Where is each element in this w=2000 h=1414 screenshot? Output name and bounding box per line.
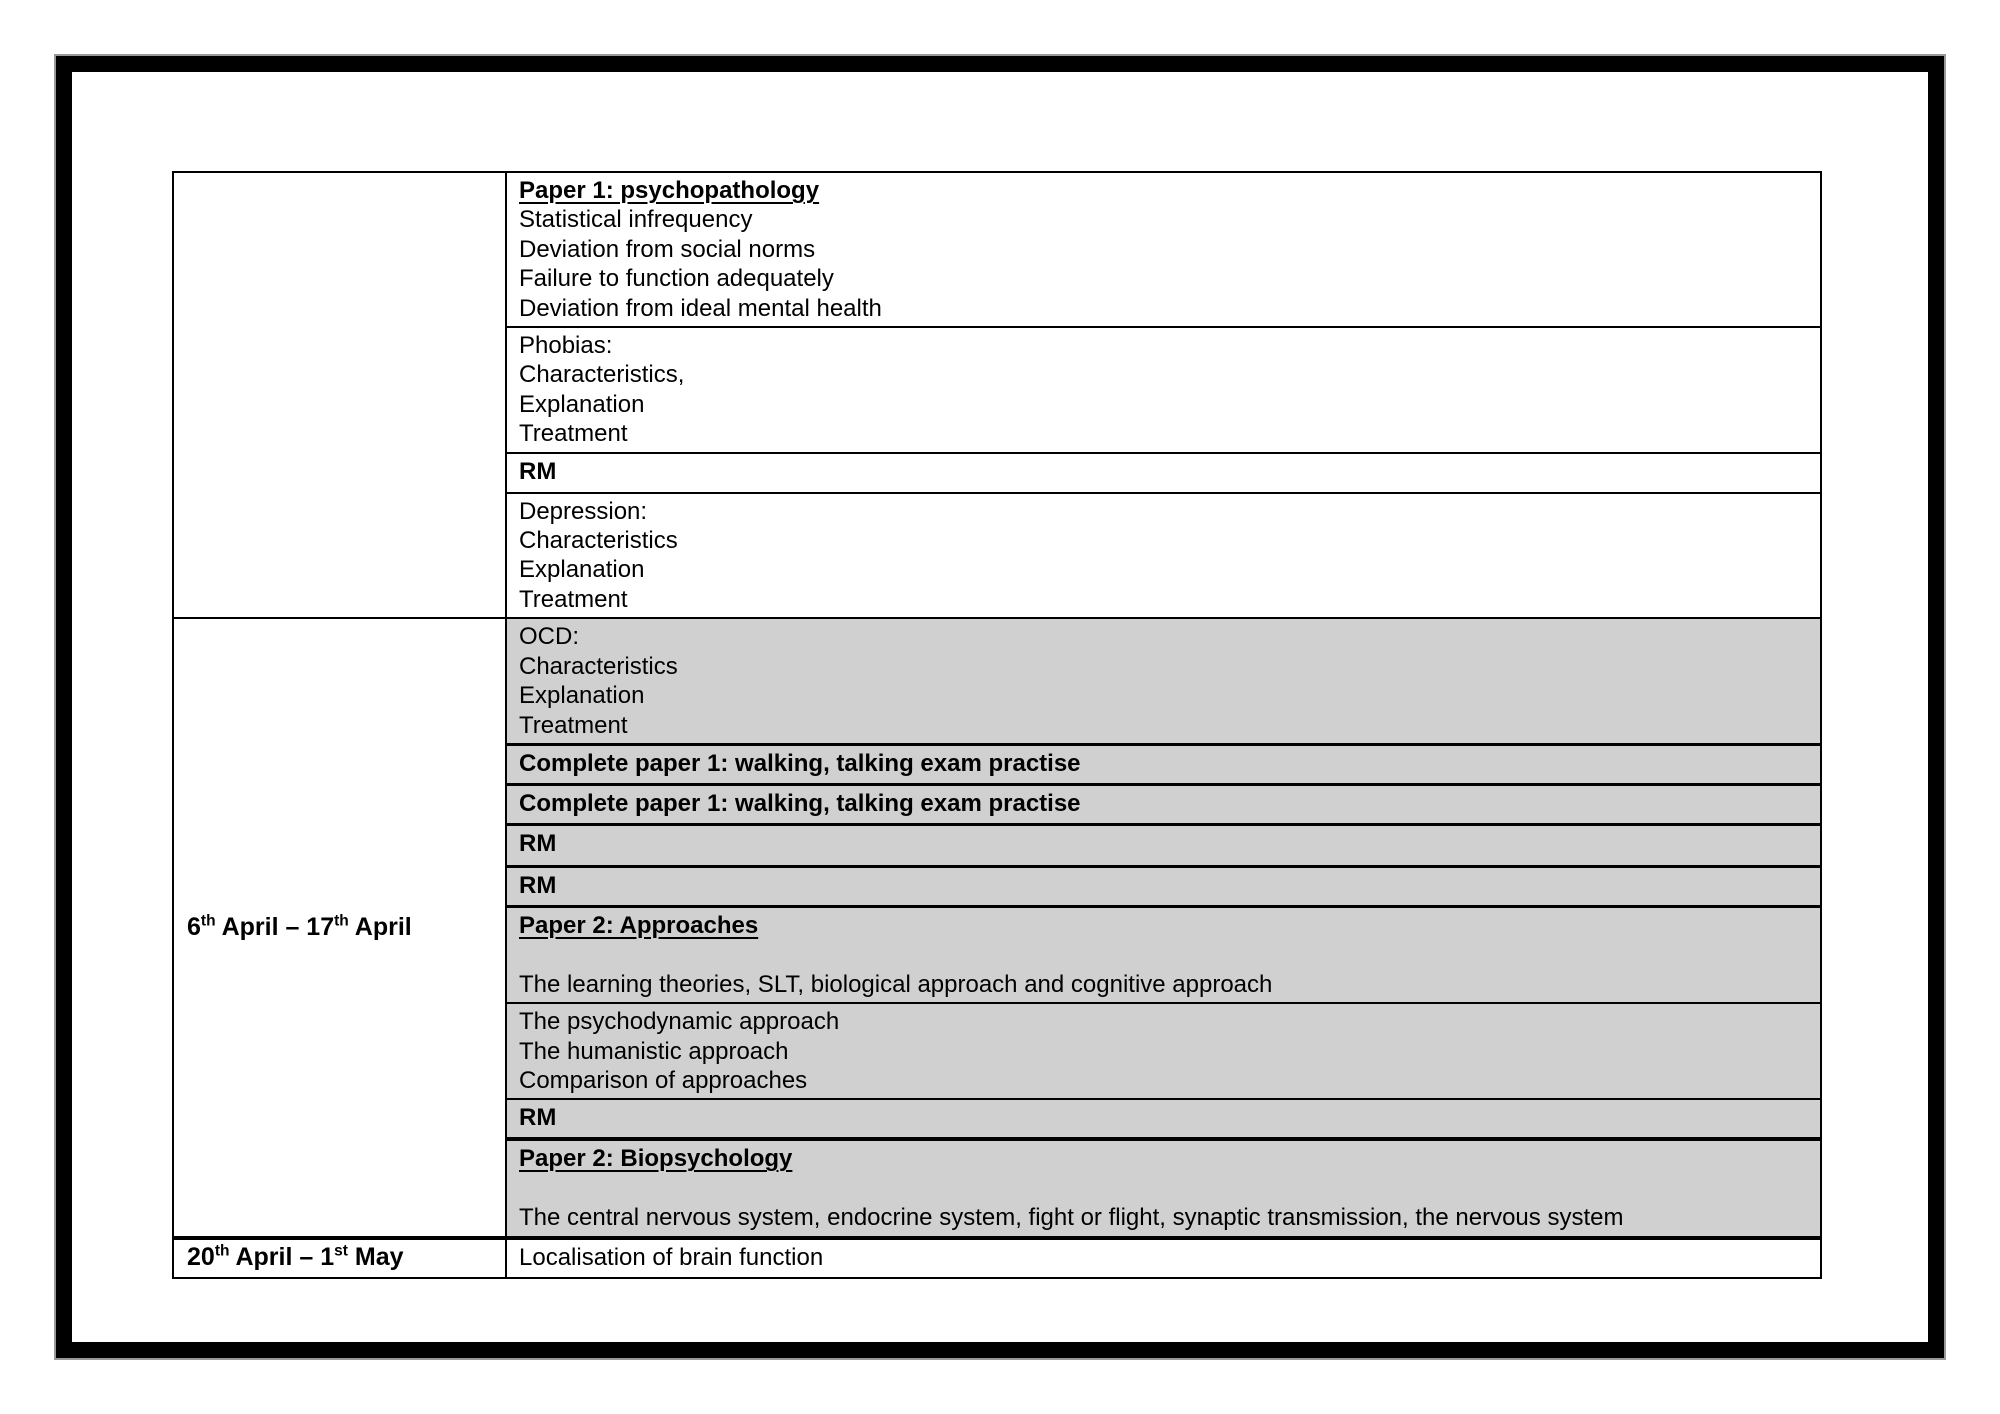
cell-rm-3 bbox=[506, 866, 1821, 906]
cell-line: Deviation from social norms bbox=[519, 235, 816, 263]
cell-paper2-biopsychology bbox=[506, 1139, 1821, 1237]
cell-line: The psychodynamic approach bbox=[519, 1008, 840, 1036]
cell-localisation bbox=[506, 1238, 1821, 1278]
date-day: 20 bbox=[187, 1243, 215, 1272]
complete-paper1-label: Complete paper 1: walking, talking exam practise bbox=[519, 789, 1081, 817]
cell-dates-empty bbox=[173, 172, 506, 618]
cell-approaches-topics bbox=[506, 1003, 1821, 1099]
cell-paper2-approaches bbox=[506, 906, 1821, 1003]
cell-depression bbox=[506, 493, 1821, 619]
cell-line: Statistical infrequency bbox=[519, 206, 753, 234]
cell-line: Explanation bbox=[519, 390, 645, 418]
date-range-label bbox=[187, 913, 491, 942]
cell-line: Treatment bbox=[519, 711, 628, 739]
cell-line: Explanation bbox=[519, 682, 645, 710]
cell-line: Treatment bbox=[519, 585, 628, 613]
cell-rm-1 bbox=[506, 453, 1821, 493]
biopsychology-heading: Paper 2: Biopsychology bbox=[519, 1145, 793, 1173]
revision-schedule-table bbox=[172, 171, 1822, 1279]
rm-label: RM bbox=[519, 1104, 557, 1132]
cell-line: Characteristics bbox=[519, 652, 678, 680]
cell-line: The humanistic approach bbox=[519, 1037, 789, 1065]
date-day: 6 bbox=[187, 912, 201, 941]
cell-rm-4 bbox=[506, 1099, 1821, 1139]
date-end: May bbox=[347, 1243, 404, 1272]
date-range-label bbox=[187, 1243, 491, 1272]
cell-rm-2 bbox=[506, 824, 1821, 866]
cell-line: Phobias: bbox=[519, 332, 613, 360]
complete-paper1-label: Complete paper 1: walking, talking exam practise bbox=[519, 749, 1081, 777]
cell-dates-week-6-17-april bbox=[173, 618, 506, 1237]
cell-line: Failure to function adequately bbox=[519, 265, 834, 293]
table-row bbox=[173, 172, 1821, 327]
cell-line: Localisation of brain function bbox=[519, 1243, 824, 1271]
ordinal-suffix: st bbox=[334, 1243, 348, 1261]
table-row bbox=[173, 1238, 1821, 1278]
cell-line: Comparison of approaches bbox=[519, 1066, 808, 1094]
cell-paper1-psychopathology bbox=[506, 172, 1821, 327]
cell-complete-paper1-a bbox=[506, 744, 1821, 784]
cell-complete-paper1-b bbox=[506, 784, 1821, 824]
cell-line: Explanation bbox=[519, 556, 645, 584]
cell-line: Characteristics bbox=[519, 527, 678, 555]
blank-line bbox=[519, 940, 1806, 969]
ordinal-suffix: th bbox=[200, 912, 216, 930]
biopsychology-body: The central nervous system, endocrine system, fight or flight, synaptic transmission, the nervous system bbox=[519, 1204, 1624, 1232]
ordinal-suffix: th bbox=[214, 1243, 230, 1261]
blank-line bbox=[519, 1174, 1806, 1203]
rm-label: RM bbox=[519, 457, 557, 485]
approaches-heading: Paper 2: Approaches bbox=[519, 911, 759, 939]
date-end: April bbox=[348, 912, 412, 941]
cell-dates-week-20-april-1-may bbox=[173, 1238, 506, 1278]
cell-line: OCD: bbox=[519, 623, 579, 651]
date-mid: April – 1 bbox=[229, 1243, 335, 1272]
cell-line: Deviation from ideal mental health bbox=[519, 294, 882, 322]
cell-line: Characteristics, bbox=[519, 361, 685, 389]
cell-phobias bbox=[506, 327, 1821, 453]
cell-line: Depression: bbox=[519, 497, 648, 525]
paper1-heading: Paper 1: psychopathology bbox=[519, 177, 820, 204]
approaches-body: The learning theories, SLT, biological approach and cognitive approach bbox=[519, 970, 1273, 998]
cell-ocd bbox=[506, 618, 1821, 744]
date-mid: April – 17 bbox=[215, 912, 335, 941]
table-row bbox=[173, 618, 1821, 744]
cell-line: Treatment bbox=[519, 420, 628, 448]
ordinal-suffix: th bbox=[334, 912, 349, 930]
rm-label: RM bbox=[519, 871, 557, 899]
rm-label: RM bbox=[519, 829, 557, 857]
